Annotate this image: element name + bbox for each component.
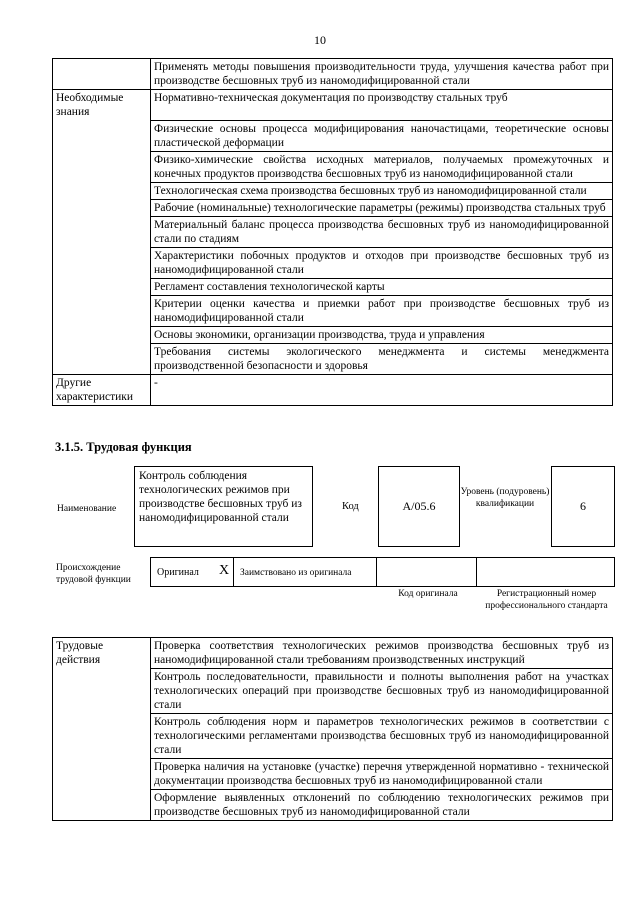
origin-label: Происхождение трудовой функции	[56, 563, 131, 585]
knowledge-label: Необходимые знания	[53, 90, 151, 121]
code-label: Код	[342, 501, 359, 512]
section-title: 3.1.5. Трудовая функция	[55, 440, 192, 454]
action-item: Контроль последовательности, правильности и полноты выполнения работ на участках технологических операций при производстве бесшовных труб из наномодифицированной стали	[151, 669, 613, 714]
divider	[476, 558, 477, 586]
action-item: Проверка наличия на установке (участке) перечня утвержденной нормативно - технической документации производства бесшовных труб из наномодифицированной стали	[151, 759, 613, 790]
other-characteristics-value: -	[151, 374, 613, 405]
knowledge-item: Регламент составления технологической карты	[151, 278, 613, 295]
page-number: 10	[314, 33, 326, 47]
action-item: Оформление выявленных отклонений по соблюдению технологических режимов при производстве бесшовных труб из наномодифицированной стали	[151, 790, 613, 821]
reg-number-label: Регистрационный номер профессионального стандарта	[485, 589, 608, 611]
knowledge-item: Характеристики побочных продуктов и отходов при производстве бесшовных труб из наномодифицированной стали	[151, 247, 613, 278]
code-value: A/05.6	[378, 466, 460, 547]
level-label: Уровень (подуровень) квалификации	[460, 487, 550, 509]
divider	[233, 558, 234, 586]
knowledge-item: Материальный баланс процесса производства бесшовных труб из наномодифицированной стали по стадиям	[151, 216, 613, 247]
actions-label: Трудовые действия	[53, 638, 151, 669]
action-item: Контроль соблюдения норм и параметров технологических режимов в соответствии с технологическими регламентами производства бесшовных труб из наномодифицированной стали	[151, 714, 613, 759]
borrowed-label: Заимствовано из оригинала	[240, 568, 352, 578]
knowledge-item: Критерии оценки качества и приемки работ при производстве бесшовных труб из наномодифицированной стали	[151, 295, 613, 326]
action-item: Проверка соответствия технологических режимов производства бесшовных труб из наномодифицированной стали требованиям производственных инструкций	[151, 638, 613, 669]
knowledge-item: Основы экономики, организации производства, труда и управления	[151, 326, 613, 343]
original-label: Оригинал	[157, 567, 199, 578]
labor-actions-table	[52, 637, 613, 821]
skills-label-cell	[53, 59, 151, 90]
level-value: 6	[551, 466, 615, 547]
name-label: Наименование	[57, 504, 117, 514]
other-characteristics-label: Другие характеристики	[53, 374, 151, 405]
knowledge-item: Физические основы процесса модифицирования наночастицами, теоретические основы пластической деформации	[151, 120, 613, 151]
knowledge-item: Рабочие (номинальные) технологические параметры (режимы) производства стальных труб	[151, 199, 613, 216]
original-mark: X	[219, 563, 230, 578]
function-name: Контроль соблюдения технологических режимов при производстве бесшовных труб из наномодифицированной стали	[139, 470, 302, 524]
knowledge-item: Требования системы экологического менеджмента и системы менеджмента производственной безопасности и здоровья	[151, 343, 613, 374]
knowledge-item: Нормативно-техническая документация по производству стальных труб	[151, 90, 613, 121]
requirements-table	[52, 58, 613, 406]
divider	[376, 558, 377, 586]
original-code-label: Код оригинала	[398, 589, 458, 599]
skills-item: Применять методы повышения производительности труда, улучшения качества работ при производстве бесшовных труб из наномодифицированной стали	[151, 59, 613, 90]
knowledge-item: Физико-химические свойства исходных материалов, получаемых промежуточных и конечных продуктов производства бесшовных труб из наномодифицированной стали	[151, 151, 613, 182]
knowledge-item: Технологическая схема производства бесшовных труб из наномодифицированной стали	[151, 182, 613, 199]
origin-row	[150, 557, 615, 587]
function-name-box	[134, 466, 313, 547]
